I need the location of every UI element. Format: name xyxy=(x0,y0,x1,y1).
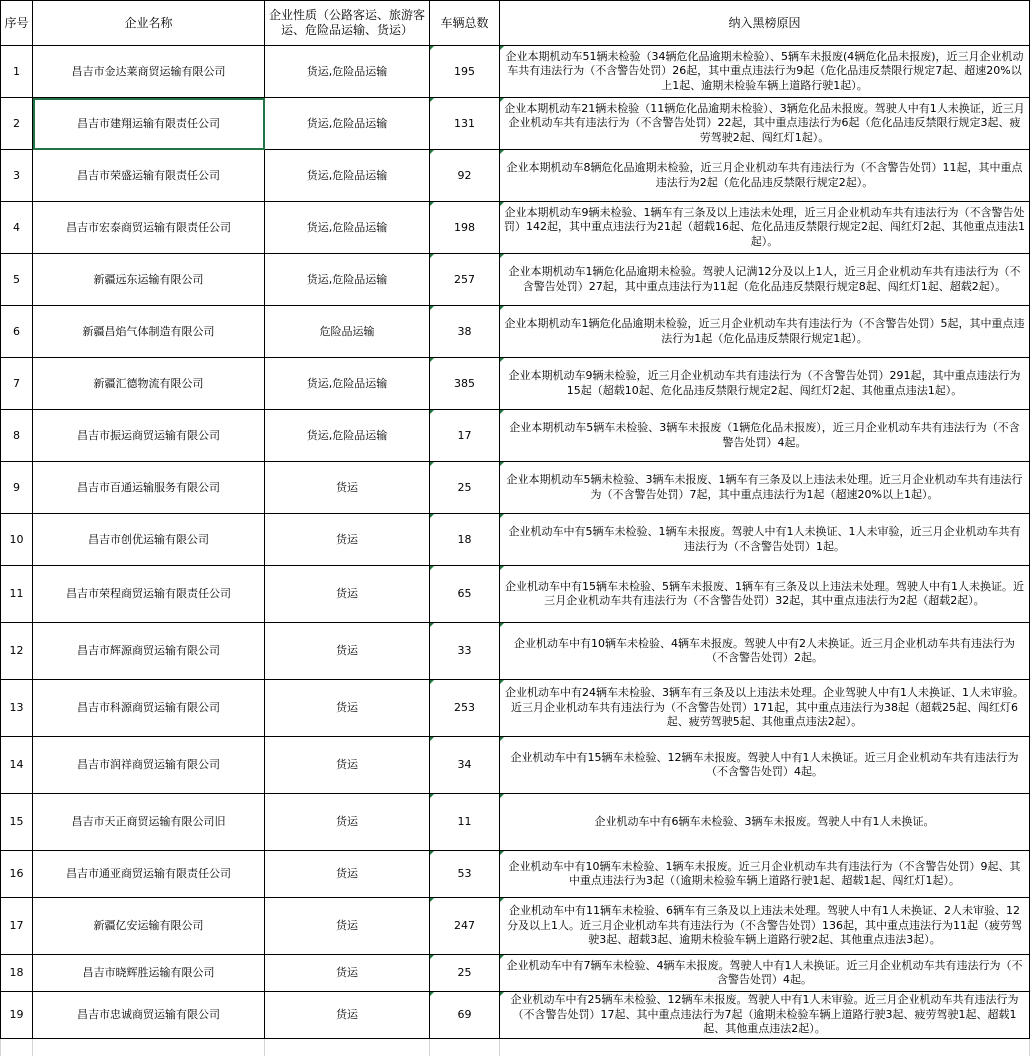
cell-company-name[interactable]: 昌吉市晓辉胜运输有限公司 xyxy=(33,955,265,992)
cell-vehicle-count[interactable]: 33 xyxy=(430,623,500,680)
cell-blacklist-reason[interactable]: 企业机动车中有11辆车未检验、6辆车有三条及以上违法未处理。驾驶人中有1人未换证、2人未审验、12分及以上1人。近三月企业机动车共有违法行为（不含警告处罚）136起，其中重点违法行为11起（疲劳驾驶3起、超载3起、逾期未检验车辆上道路行驶2起、其他重点违法3起）。 xyxy=(500,898,1030,955)
table-row xyxy=(1,46,1030,98)
cell-vehicle-count[interactable]: 34 xyxy=(430,737,500,794)
cell-blacklist-reason[interactable]: 企业本期机动车1辆危化品逾期未检验，近三月企业机动车共有违法行为（不含警告处罚）5起，其中重点违法行为1起（危化品违反禁限行规定1起）。 xyxy=(500,306,1030,358)
cell-blacklist-reason[interactable]: 企业机动车中有15辆车未检验、5辆车未报废、1辆车有三条及以上违法未处理。驾驶人中有1人未换证。近三月企业机动车共有违法行为（不含警告处罚）32起，其中重点违法行为2起（超载2起）。 xyxy=(500,566,1030,623)
cell-company-type[interactable]: 货运,危险品运输 xyxy=(265,254,430,306)
empty-cell[interactable] xyxy=(500,1039,1030,1056)
cell-company-name[interactable]: 新疆汇德物流有限公司 xyxy=(33,358,265,410)
cell-blacklist-reason[interactable]: 企业本期机动车21辆未检验（11辆危化品逾期未检验）、3辆危化品未报废。驾驶人中有1人未换证，近三月企业机动车共有违法行为（不含警告处罚）22起，其中重点违法行为6起（危化品违反禁限行规定3起、疲劳驾驶2起、闯红灯1起）。 xyxy=(500,98,1030,150)
cell-vehicle-count[interactable]: 65 xyxy=(430,566,500,623)
table-row xyxy=(1,898,1030,955)
cell-company-name[interactable]: 昌吉市振运商贸运输有限公司 xyxy=(33,410,265,462)
empty-row xyxy=(1,1039,1030,1056)
cell-no[interactable]: 14 xyxy=(1,737,33,794)
cell-no[interactable]: 4 xyxy=(1,202,33,254)
cell-no[interactable]: 11 xyxy=(1,566,33,623)
cell-company-type[interactable]: 货运,危险品运输 xyxy=(265,98,430,150)
cell-vehicle-count[interactable]: 253 xyxy=(430,680,500,737)
cell-company-name[interactable]: 昌吉市天正商贸运输有限公司旧 xyxy=(33,794,265,851)
cell-no[interactable]: 10 xyxy=(1,514,33,566)
empty-cell[interactable] xyxy=(265,1039,430,1056)
cell-company-type[interactable]: 货运,危险品运输 xyxy=(265,358,430,410)
table-row xyxy=(1,306,1030,358)
header-blacklist-reason: 纳入黑榜原因 xyxy=(500,1,1030,46)
cell-no[interactable]: 15 xyxy=(1,794,33,851)
cell-company-name[interactable]: 昌吉市润祥商贸运输有限公司 xyxy=(33,737,265,794)
cell-company-type[interactable]: 货运 xyxy=(265,794,430,851)
cell-vehicle-count[interactable]: 17 xyxy=(430,410,500,462)
cell-blacklist-reason[interactable]: 企业本期机动车9辆未检验、1辆车有三条及以上违法未处理，近三月企业机动车共有违法行为（不含警告处罚）142起，其中重点违法行为21起（超载16起、危化品违反禁限行规定2起、闯红灯2起、其他重点违法1起）。 xyxy=(500,202,1030,254)
cell-company-type[interactable]: 货运 xyxy=(265,955,430,992)
cell-company-name[interactable]: 新疆昌焰气体制造有限公司 xyxy=(33,306,265,358)
header-vehicle-count: 车辆总数 xyxy=(430,1,500,46)
table-row xyxy=(1,623,1030,680)
cell-no[interactable]: 9 xyxy=(1,462,33,514)
cell-company-type[interactable]: 货运 xyxy=(265,566,430,623)
cell-company-name[interactable]: 昌吉市荣程商贸运输有限责任公司 xyxy=(33,566,265,623)
table-row xyxy=(1,992,1030,1039)
cell-blacklist-reason[interactable]: 企业机动车中有25辆车未检验、12辆车未报废。驾驶人中有1人未审验。近三月企业机动车共有违法行为（不含警告处罚）17起、其中重点违法行为7起（逾期未检验车辆上道路行驶3起、疲劳驾驶1起、超载1起、其他重点违法2起）。 xyxy=(500,992,1030,1039)
cell-vehicle-count[interactable]: 257 xyxy=(430,254,500,306)
table-row xyxy=(1,851,1030,898)
table-row xyxy=(1,462,1030,514)
cell-company-name[interactable]: 新疆亿安运输有限公司 xyxy=(33,898,265,955)
cell-company-type[interactable]: 货运 xyxy=(265,898,430,955)
cell-vehicle-count[interactable]: 38 xyxy=(430,306,500,358)
cell-no[interactable]: 5 xyxy=(1,254,33,306)
header-no: 序号 xyxy=(1,1,33,46)
cell-blacklist-reason[interactable]: 企业机动车中有15辆车未检验、12辆车未报废。驾驶人中有1人未换证。近三月企业机动车共有违法行为（不含警告处罚）4起。 xyxy=(500,737,1030,794)
table-body xyxy=(1,46,1030,1056)
cell-no[interactable]: 1 xyxy=(1,46,33,98)
cell-company-name[interactable]: 昌吉市通亚商贸运输有限责任公司 xyxy=(33,851,265,898)
cell-blacklist-reason[interactable]: 企业机动车中有6辆车未检验、3辆车未报废。驾驶人中有1人未换证。 xyxy=(500,794,1030,851)
cell-company-type[interactable]: 货运,危险品运输 xyxy=(265,46,430,98)
cell-company-type[interactable]: 货运,危险品运输 xyxy=(265,202,430,254)
cell-company-name[interactable]: 昌吉市建翔运输有限责任公司 xyxy=(33,98,265,150)
cell-no[interactable]: 18 xyxy=(1,955,33,992)
cell-company-name[interactable]: 昌吉市科源商贸运输有限公司 xyxy=(33,680,265,737)
empty-cell[interactable] xyxy=(430,1039,500,1056)
cell-no[interactable]: 17 xyxy=(1,898,33,955)
cell-company-name[interactable]: 昌吉市金达莱商贸运输有限公司 xyxy=(33,46,265,98)
cell-no[interactable]: 16 xyxy=(1,851,33,898)
cell-company-name[interactable]: 新疆远东运输有限公司 xyxy=(33,254,265,306)
cell-vehicle-count[interactable]: 385 xyxy=(430,358,500,410)
header-company-name: 企业名称 xyxy=(33,1,265,46)
cell-company-name[interactable]: 昌吉市宏泰商贸运输有限责任公司 xyxy=(33,202,265,254)
cell-blacklist-reason[interactable]: 企业本期机动车1辆危化品逾期未检验。驾驶人记满12分及以上1人，近三月企业机动车共有违法行为（不含警告处罚）27起，其中重点违法行为11起（危化品违反禁限行规定8起、闯红灯1起、超载2起）。 xyxy=(500,254,1030,306)
cell-vehicle-count[interactable]: 69 xyxy=(430,992,500,1039)
cell-vehicle-count[interactable]: 247 xyxy=(430,898,500,955)
cell-no[interactable]: 8 xyxy=(1,410,33,462)
table-row xyxy=(1,410,1030,462)
cell-vehicle-count[interactable]: 25 xyxy=(430,462,500,514)
cell-company-type[interactable]: 货运 xyxy=(265,462,430,514)
cell-blacklist-reason[interactable]: 企业机动车中有24辆车未检验、3辆车有三条及以上违法未处理。企业驾驶人中有1人未换证、1人未审验。近三月企业机动车共有违法行为（不含警告处罚）171起，其中重点违法行为38起（超载25起、闯红灯6起、疲劳驾驶5起、其他重点违法2起）。 xyxy=(500,680,1030,737)
cell-blacklist-reason[interactable]: 企业机动车中有5辆车未检验、1辆车未报废。驾驶人中有1人未换证、1人未审验，近三月企业机动车共有违法行为（不含警告处罚）1起。 xyxy=(500,514,1030,566)
cell-vehicle-count[interactable]: 53 xyxy=(430,851,500,898)
cell-blacklist-reason[interactable]: 企业本期机动车8辆危化品逾期未检验，近三月企业机动车共有违法行为（不含警告处罚）11起，其中重点违法行为2起（危化品违反禁限行规定2起）。 xyxy=(500,150,1030,202)
cell-company-type[interactable]: 货运,危险品运输 xyxy=(265,410,430,462)
cell-vehicle-count[interactable]: 25 xyxy=(430,955,500,992)
cell-company-name[interactable]: 昌吉市辉源商贸运输有限公司 xyxy=(33,623,265,680)
cell-blacklist-reason[interactable]: 企业机动车中有10辆车未检验、1辆车未报废。近三月企业机动车共有违法行为（不含警告处罚）9起、其中重点违法行为3起（（逾期未检验车辆上道路行驶1起、超载1起、闯红灯1起）。 xyxy=(500,851,1030,898)
cell-vehicle-count[interactable]: 18 xyxy=(430,514,500,566)
cell-company-type[interactable]: 货运 xyxy=(265,737,430,794)
table-row xyxy=(1,358,1030,410)
cell-no[interactable]: 12 xyxy=(1,623,33,680)
table-row xyxy=(1,254,1030,306)
cell-vehicle-count[interactable]: 11 xyxy=(430,794,500,851)
cell-company-name[interactable]: 昌吉市创优运输有限公司 xyxy=(33,514,265,566)
cell-no[interactable]: 2 xyxy=(1,98,33,150)
cell-no[interactable]: 7 xyxy=(1,358,33,410)
cell-blacklist-reason[interactable]: 企业本期机动车9辆未检验，近三月企业机动车共有违法行为（不含警告处罚）291起，其中重点违法行为15起（超载10起、危化品违反禁限行规定2起、闯红灯2起、其他重点违法1起）。 xyxy=(500,358,1030,410)
cell-blacklist-reason[interactable]: 企业本期机动车51辆未检验（34辆危化品逾期未检验）、5辆车未报废(4辆危化品未报废)，近三月企业机动车共有违法行为（不含警告处罚）26起，其中重点违法行为9起（危化品违反禁限行规定7起、超速20%以上1起、逾期未检验车辆上道路行驶1起）。 xyxy=(500,46,1030,98)
table-row xyxy=(1,202,1030,254)
cell-company-type[interactable]: 危险品运输 xyxy=(265,306,430,358)
cell-company-type[interactable]: 货运 xyxy=(265,623,430,680)
cell-blacklist-reason[interactable]: 企业本期机动车5辆未检验、3辆车未报废、1辆车有三条及以上违法未处理。近三月企业机动车共有违法行为（不含警告处罚）7起，其中重点违法行为1起（超速20%以上1起）。 xyxy=(500,462,1030,514)
header-row xyxy=(1,1,1030,46)
cell-company-type[interactable]: 货运,危险品运输 xyxy=(265,150,430,202)
table-row xyxy=(1,514,1030,566)
table-row xyxy=(1,150,1030,202)
table-row xyxy=(1,566,1030,623)
cell-company-name[interactable]: 昌吉市忠诚商贸运输有限公司 xyxy=(33,992,265,1039)
cell-blacklist-reason[interactable]: 企业本期机动车5辆车未检验、3辆车未报废（1辆危化品未报废），近三月企业机动车共有违法行为（不含警告处罚）4起。 xyxy=(500,410,1030,462)
cell-blacklist-reason[interactable]: 企业机动车中有10辆车未检验、4辆车未报废。驾驶人中有2人未换证。近三月企业机动车共有违法行为（不含警告处罚）2起。 xyxy=(500,623,1030,680)
table-row xyxy=(1,680,1030,737)
cell-vehicle-count[interactable]: 92 xyxy=(430,150,500,202)
empty-cell[interactable] xyxy=(33,1039,265,1056)
table-row xyxy=(1,98,1030,150)
cell-no[interactable]: 13 xyxy=(1,680,33,737)
cell-no[interactable]: 19 xyxy=(1,992,33,1039)
cell-company-name[interactable]: 昌吉市荣盛运输有限责任公司 xyxy=(33,150,265,202)
cell-no[interactable]: 3 xyxy=(1,150,33,202)
empty-cell[interactable] xyxy=(1,1039,33,1056)
cell-blacklist-reason[interactable]: 企业机动车中有7辆车未检验、4辆车未报废。驾驶人中有1人未换证。近三月企业机动车共有违法行为（不含警告处罚）4起。 xyxy=(500,955,1030,992)
cell-company-type[interactable]: 货运 xyxy=(265,851,430,898)
header-company-type: 企业性质（公路客运、旅游客运、危险品运输、货运） xyxy=(265,1,430,46)
cell-company-type[interactable]: 货运 xyxy=(265,680,430,737)
cell-no[interactable]: 6 xyxy=(1,306,33,358)
cell-vehicle-count[interactable]: 131 xyxy=(430,98,500,150)
cell-company-type[interactable]: 货运 xyxy=(265,514,430,566)
table-row xyxy=(1,955,1030,992)
cell-company-type[interactable]: 货运 xyxy=(265,992,430,1039)
cell-vehicle-count[interactable]: 198 xyxy=(430,202,500,254)
cell-company-name[interactable]: 昌吉市百通运输服务有限公司 xyxy=(33,462,265,514)
table-row xyxy=(1,737,1030,794)
cell-vehicle-count[interactable]: 195 xyxy=(430,46,500,98)
table-row xyxy=(1,794,1030,851)
